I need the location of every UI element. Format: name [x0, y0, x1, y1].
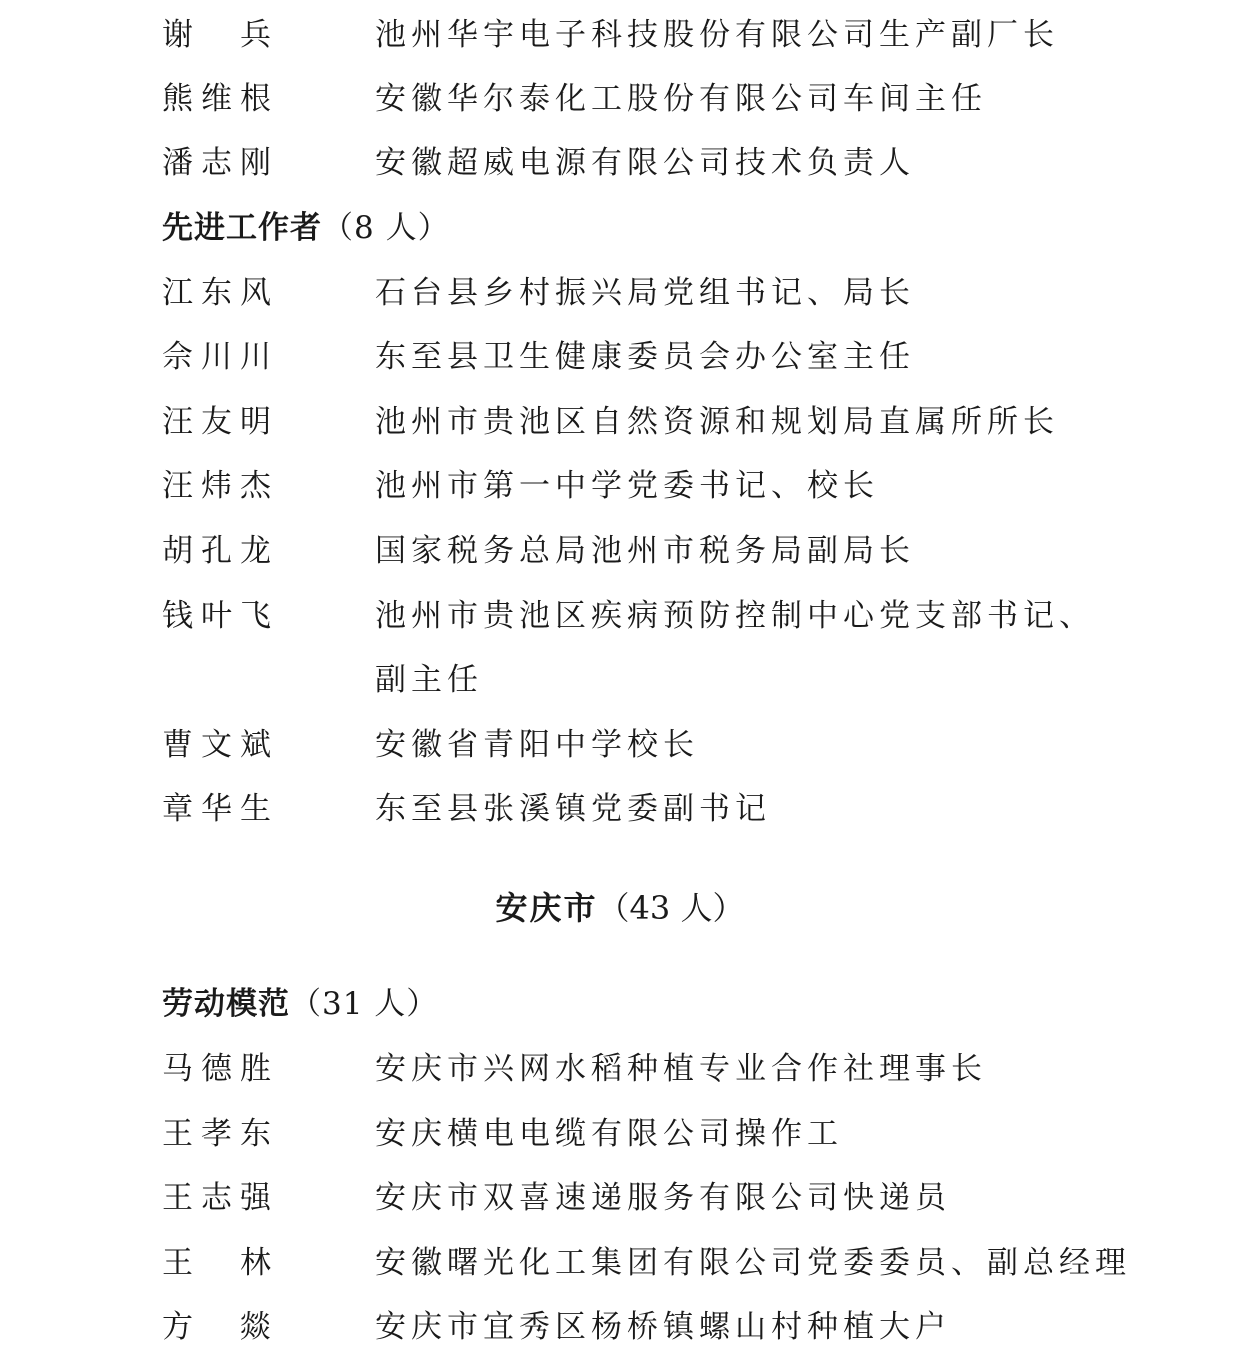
person-name: 熊维根	[162, 81, 279, 117]
person-name: 汪友明	[162, 404, 279, 440]
person-name: 江东风	[162, 275, 279, 311]
person-name: 章华生	[162, 791, 279, 827]
person-role: 池州市第一中学党委书记、校长	[375, 468, 879, 504]
person-role: 池州华宇电子科技股份有限公司生产副厂长	[375, 17, 1059, 53]
section-heading-advanced-workers	[162, 196, 450, 260]
person-role: 安徽省青阳中学校长	[375, 727, 699, 763]
person-role: 安徽华尔泰化工股份有限公司车间主任	[375, 81, 987, 117]
section-count: （31 人）	[290, 986, 439, 1022]
person-role: 国家税务总局池州市税务局副局长	[375, 533, 915, 569]
person-name: 佘川川	[162, 339, 279, 375]
person-name: 马德胜	[162, 1051, 279, 1087]
person-role: 石台县乡村振兴局党组书记、局长	[375, 275, 915, 311]
person-name: 汪炜杰	[162, 468, 279, 504]
person-role: 安徽曙光化工集团有限公司党委委员、副总经理	[375, 1245, 1131, 1281]
section-title: 先进工作者	[162, 210, 322, 246]
person-role: 安徽超威电源有限公司技术负责人	[375, 145, 915, 181]
person-name: 王孝东	[162, 1116, 279, 1152]
person-name: 钱叶飞	[162, 598, 279, 634]
person-name: 曹文斌	[162, 727, 279, 763]
city-heading	[0, 876, 1240, 940]
section-count: （8 人）	[322, 210, 450, 246]
person-name: 方 燚	[162, 1309, 279, 1345]
person-name: 谢 兵	[162, 17, 279, 53]
person-name: 潘志刚	[162, 145, 279, 181]
person-name: 王 林	[162, 1245, 279, 1281]
person-role: 池州市贵池区疾病预防控制中心党支部书记、	[375, 598, 1095, 634]
person-role: 东至县张溪镇党委副书记	[375, 791, 771, 827]
city-title: 安庆市	[495, 889, 598, 927]
person-role: 东至县卫生健康委员会办公室主任	[375, 339, 915, 375]
section-heading-model-workers	[162, 972, 438, 1036]
person-name: 王志强	[162, 1180, 279, 1216]
person-role: 安庆市宜秀区杨桥镇螺山村种植大户	[375, 1309, 951, 1345]
person-role-continued: 副主任	[375, 662, 483, 698]
person-role: 安庆横电电缆有限公司操作工	[375, 1116, 843, 1152]
city-count: （43 人）	[597, 889, 745, 927]
section-title: 劳动模范	[162, 986, 290, 1022]
person-role: 安庆市兴网水稻种植专业合作社理事长	[375, 1051, 987, 1087]
person-name: 胡孔龙	[162, 533, 279, 569]
person-role: 安庆市双喜速递服务有限公司快递员	[375, 1180, 951, 1216]
person-role: 池州市贵池区自然资源和规划局直属所所长	[375, 404, 1059, 440]
